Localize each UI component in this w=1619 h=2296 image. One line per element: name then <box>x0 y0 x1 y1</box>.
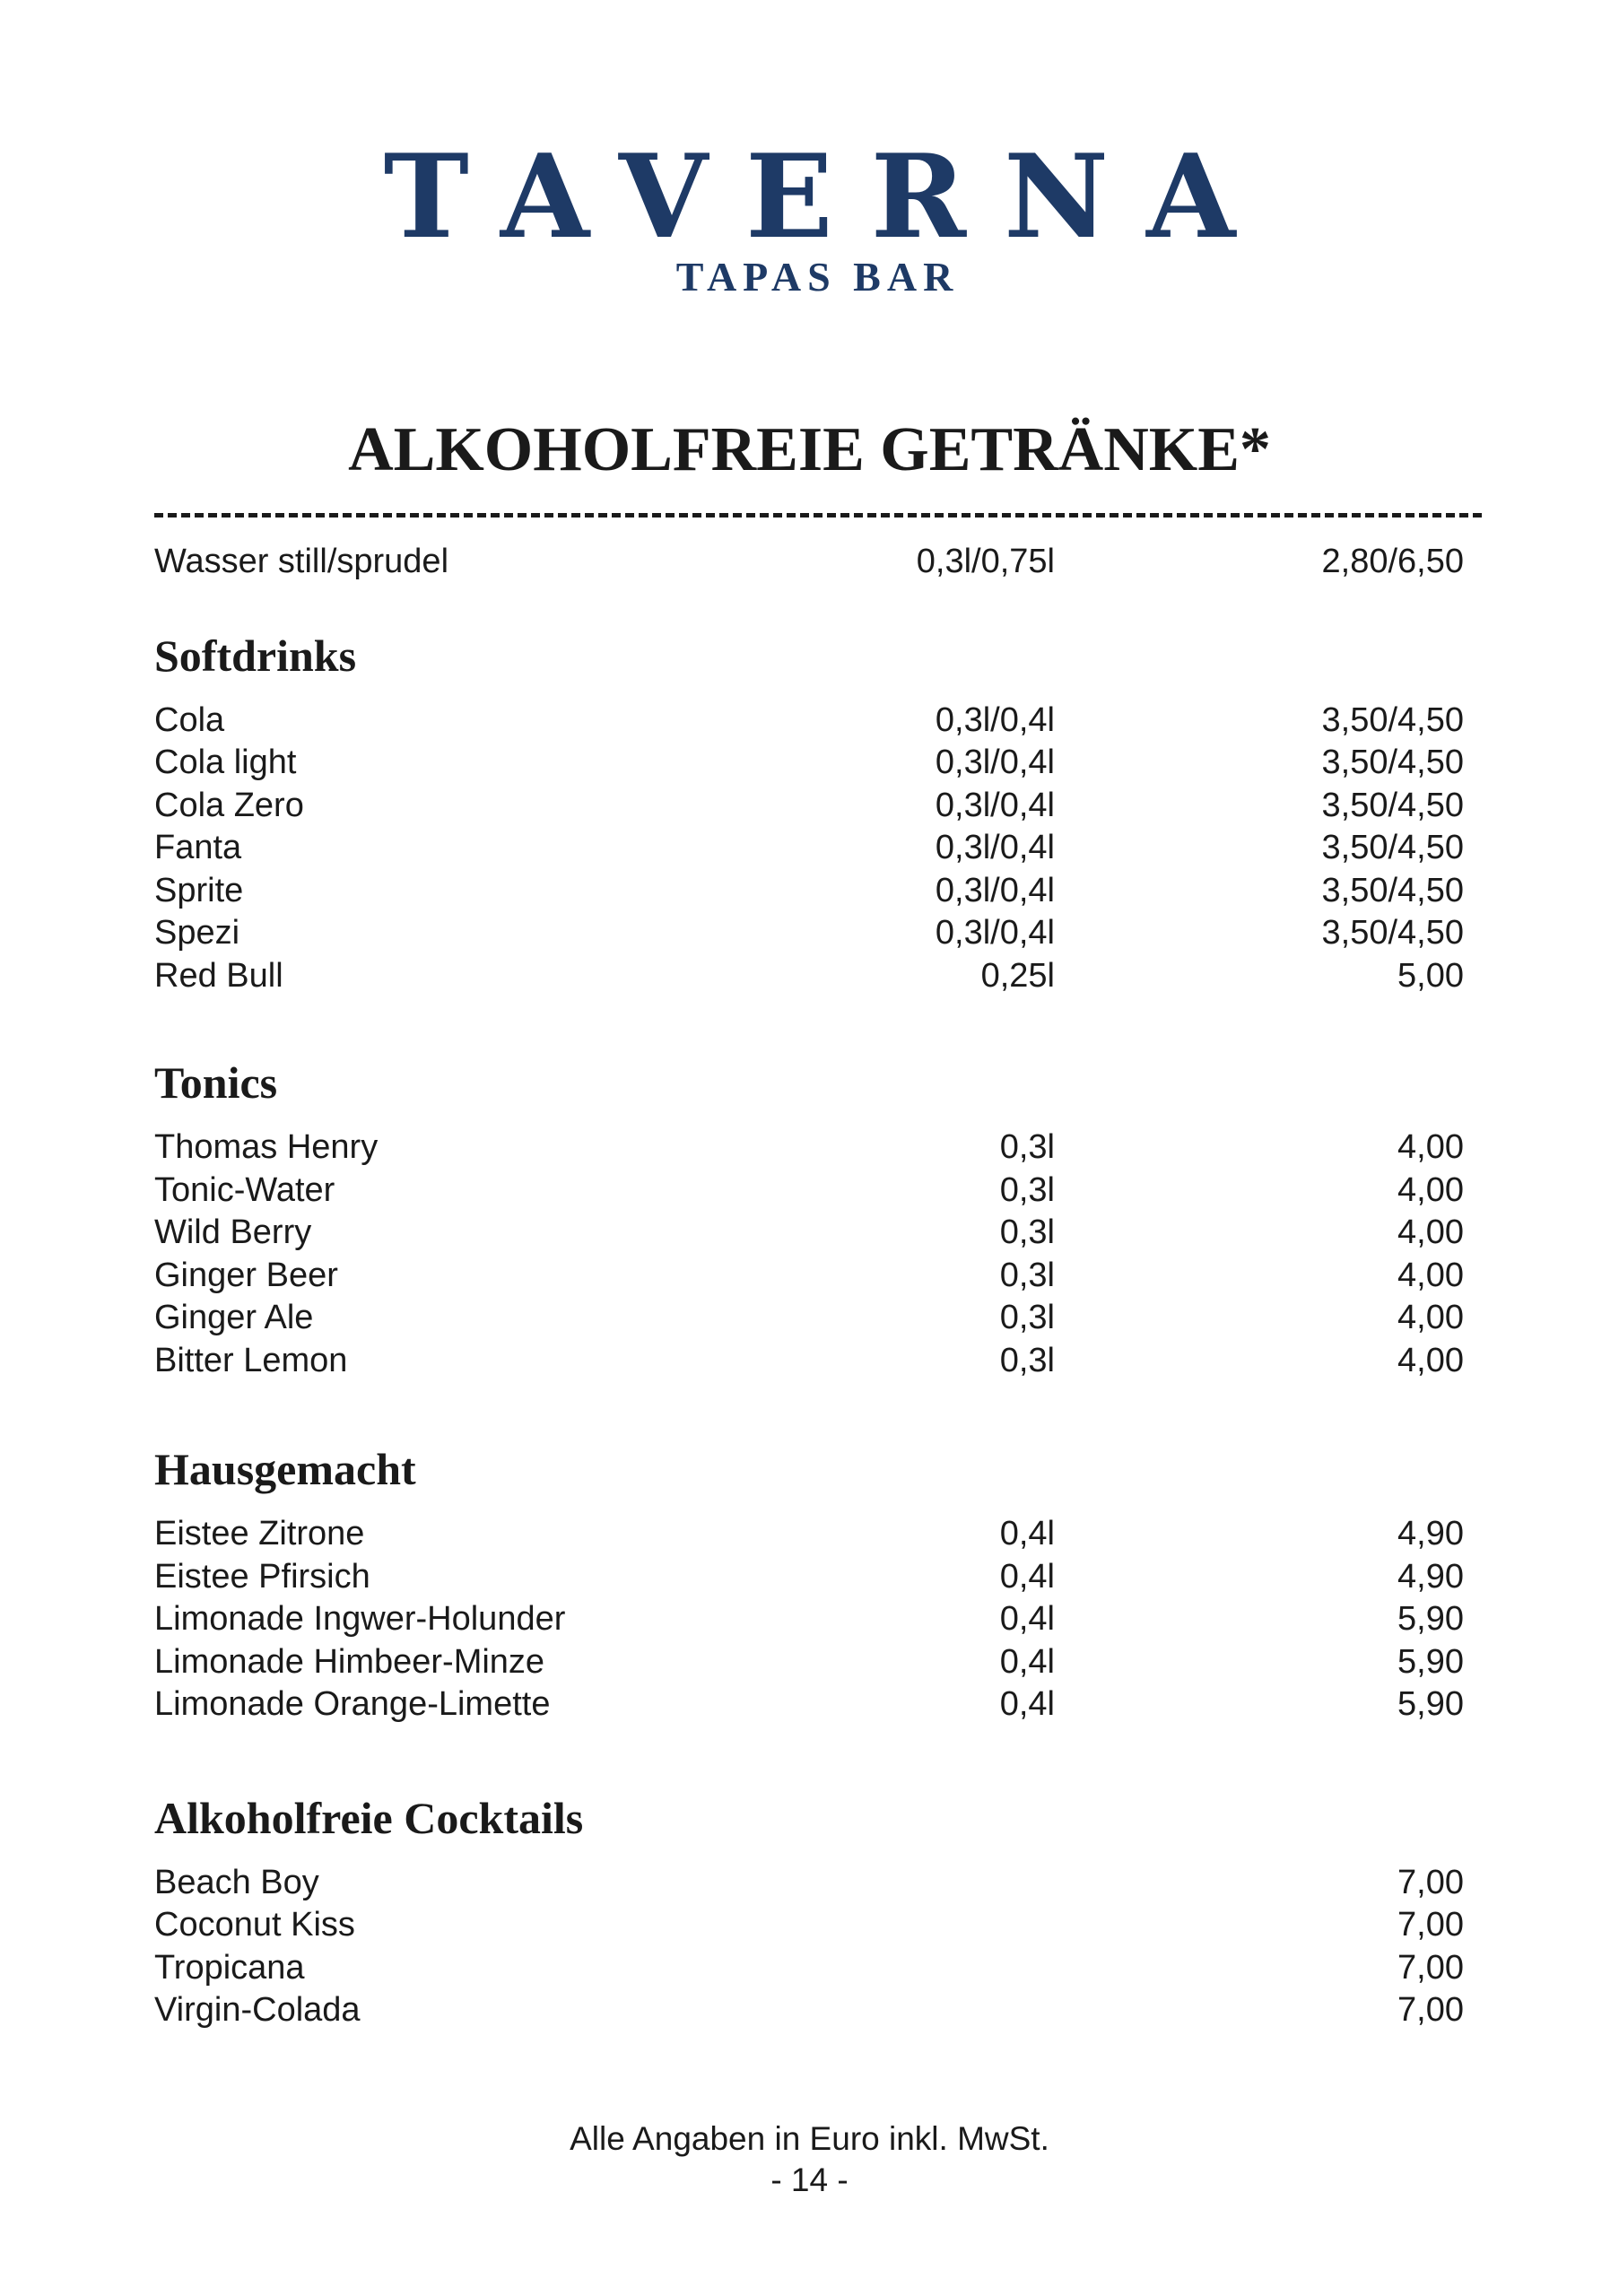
menu-item-row <box>154 1641 1464 1684</box>
item-name: Red Bull <box>154 956 283 995</box>
item-price: 3,50/4,50 <box>1321 744 1464 781</box>
menu-item-row <box>154 1297 1464 1340</box>
menu-item-row <box>154 1683 1464 1726</box>
item-price: 5,90 <box>1397 1600 1464 1638</box>
item-volume: 0,3l/0,4l <box>935 829 1055 866</box>
page-number: - 14 - <box>770 2161 849 2198</box>
item-name: Sprite <box>154 871 244 909</box>
item-price: 4,90 <box>1397 1557 1464 1596</box>
item-volume: 0,3l <box>999 1256 1055 1294</box>
item-price: 5,90 <box>1397 1642 1464 1681</box>
menu-item-row <box>154 912 1464 955</box>
menu-item-row <box>154 1947 1464 1990</box>
item-name: Fanta <box>154 829 242 866</box>
menu-item-row <box>154 827 1464 870</box>
item-volume: 0,3l <box>999 1213 1055 1251</box>
item-price: 7,00 <box>1397 1863 1464 1901</box>
item-price: 2,80/6,50 <box>1321 543 1464 580</box>
section-heading-cocktails: Alkoholfreie Cocktails <box>154 1792 584 1843</box>
menu-item-row <box>154 1255 1464 1298</box>
dashed-divider <box>154 513 1482 517</box>
item-volume: 0,3l/0,4l <box>935 786 1055 824</box>
price-note: Alle Angaben in Euro inkl. MwSt. <box>570 2120 1049 2157</box>
menu-content <box>154 541 1464 2032</box>
menu-item-row <box>154 955 1464 998</box>
item-name: Limonade Himbeer-Minze <box>154 1642 545 1681</box>
section-heading-softdrinks: Softdrinks <box>154 630 357 681</box>
item-volume: 0,3l <box>999 1128 1055 1166</box>
item-name: Beach Boy <box>154 1863 319 1901</box>
item-name: Eistee Pfirsich <box>154 1557 370 1596</box>
section-heading-tonics: Tonics <box>154 1057 278 1108</box>
menu-item-row <box>154 1862 1464 1905</box>
item-price: 5,00 <box>1397 956 1464 995</box>
item-name: Cola Zero <box>154 786 304 824</box>
item-price: 4,00 <box>1397 1128 1464 1166</box>
item-name: Eistee Zitrone <box>154 1515 365 1552</box>
item-name: Spezi <box>154 914 240 952</box>
item-price: 4,90 <box>1397 1515 1464 1552</box>
item-name: Cola <box>154 700 225 739</box>
item-price: 4,00 <box>1397 1299 1464 1336</box>
menu-item-row <box>154 1556 1464 1599</box>
item-price: 7,00 <box>1397 1948 1464 1987</box>
menu-item-row <box>154 1340 1464 1383</box>
item-volume: 0,3l/0,4l <box>935 744 1055 781</box>
item-name: Thomas Henry <box>154 1128 379 1166</box>
item-volume: 0,3l/0,4l <box>935 871 1055 909</box>
menu-item-row <box>154 541 1464 584</box>
menu-item-row <box>154 1513 1464 1556</box>
item-price: 7,00 <box>1397 1991 1464 2029</box>
item-price: 4,00 <box>1397 1256 1464 1294</box>
taverna-logo <box>0 130 1619 300</box>
item-price: 7,00 <box>1397 1906 1464 1944</box>
item-price: 4,00 <box>1397 1213 1464 1251</box>
page-title: ALKOHOLFREIE GETRÄNKE* <box>348 415 1271 484</box>
item-volume: 0,3l/0,4l <box>935 914 1055 952</box>
menu-item-row <box>154 1212 1464 1255</box>
item-name: Tonic-Water <box>154 1170 335 1209</box>
menu-item-row <box>154 1170 1464 1213</box>
item-name: Wasser still/sprudel <box>154 543 449 580</box>
logo-tagline: TAPAS BAR <box>675 254 960 300</box>
item-volume: 0,3l/0,75l <box>916 543 1055 580</box>
item-volume: 0,4l <box>999 1685 1055 1723</box>
item-volume: 0,4l <box>999 1642 1055 1681</box>
item-name: Limonade Orange-Limette <box>154 1685 551 1723</box>
menu-item-row <box>154 1989 1464 2032</box>
item-name: Bitter Lemon <box>154 1341 348 1379</box>
item-volume: 0,3l <box>999 1170 1055 1209</box>
menu-item-row <box>154 700 1464 743</box>
item-price: 3,50/4,50 <box>1321 829 1464 866</box>
logo-name: TAVERNA <box>383 130 1274 265</box>
item-price: 3,50/4,50 <box>1321 786 1464 824</box>
item-name: Tropicana <box>154 1948 305 1987</box>
item-volume: 0,3l/0,4l <box>935 700 1055 739</box>
item-price: 3,50/4,50 <box>1321 700 1464 739</box>
menu-item-row <box>154 1598 1464 1641</box>
item-name: Virgin-Colada <box>154 1991 361 2029</box>
item-price: 3,50/4,50 <box>1321 914 1464 952</box>
item-name: Ginger Ale <box>154 1299 314 1336</box>
menu-item-row <box>154 1904 1464 1947</box>
item-volume: 0,25l <box>980 956 1055 995</box>
item-price: 5,90 <box>1397 1685 1464 1723</box>
item-name: Cola light <box>154 744 297 781</box>
section-heading-hausgemacht: Hausgemacht <box>154 1444 416 1494</box>
item-price: 4,00 <box>1397 1341 1464 1379</box>
item-volume: 0,4l <box>999 1600 1055 1638</box>
menu-item-row <box>154 742 1464 785</box>
item-name: Coconut Kiss <box>154 1906 355 1944</box>
item-volume: 0,3l <box>999 1299 1055 1336</box>
item-price: 4,00 <box>1397 1170 1464 1209</box>
item-name: Wild Berry <box>154 1213 312 1251</box>
menu-item-row <box>154 1126 1464 1170</box>
item-volume: 0,3l <box>999 1341 1055 1379</box>
menu-item-row <box>154 870 1464 913</box>
item-name: Limonade Ingwer-Holunder <box>154 1600 566 1638</box>
item-volume: 0,4l <box>999 1557 1055 1596</box>
item-volume: 0,4l <box>999 1515 1055 1552</box>
item-name: Ginger Beer <box>154 1256 338 1294</box>
menu-item-row <box>154 785 1464 828</box>
item-price: 3,50/4,50 <box>1321 871 1464 909</box>
